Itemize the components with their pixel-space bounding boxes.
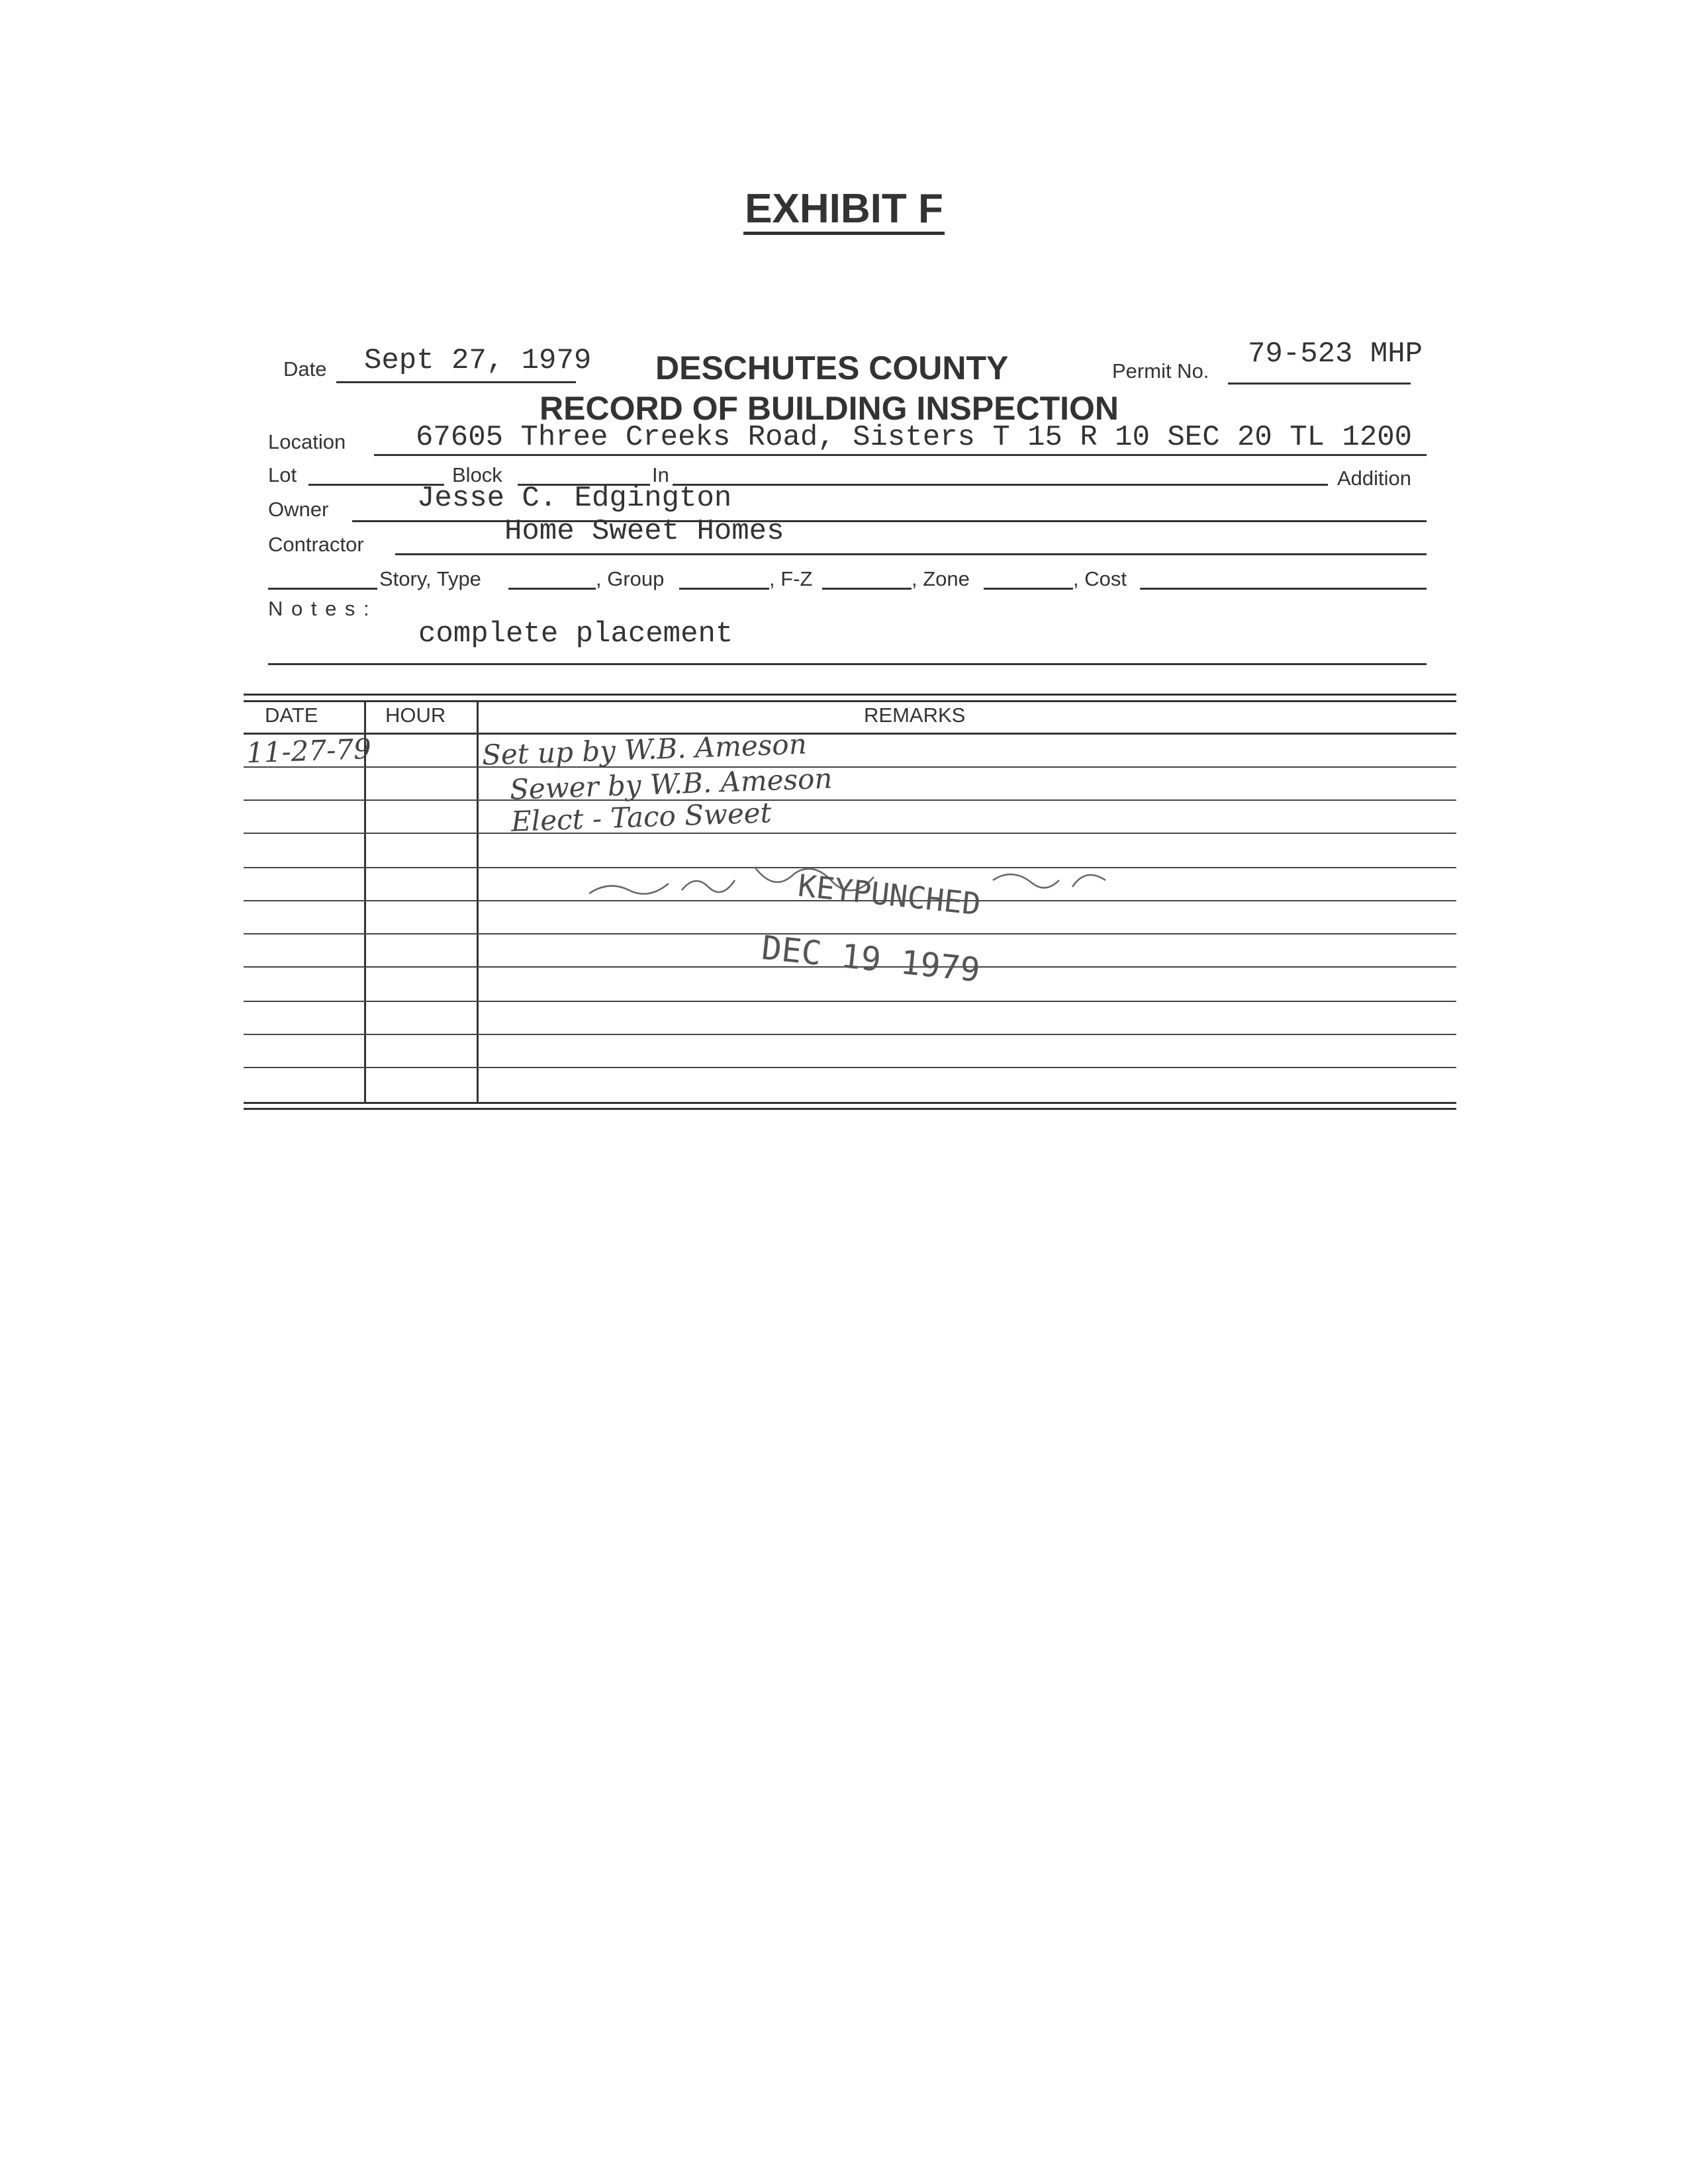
notes-label: N o t e s :	[268, 597, 371, 620]
remarks-column-header: REMARKS	[864, 704, 966, 727]
location-underline	[374, 454, 1427, 456]
fz-label: , F-Z	[769, 567, 813, 590]
permit-underline	[1228, 383, 1411, 385]
table-row	[244, 766, 1456, 768]
addition-label: Addition	[1337, 467, 1412, 490]
group-underline	[679, 588, 769, 590]
notes-value: complete placement	[418, 617, 733, 651]
date-label: Date	[283, 357, 327, 381]
zone-label: , Zone	[912, 567, 970, 590]
inspection-date-value: Sept 27, 1979	[364, 344, 592, 377]
location-label: Location	[268, 430, 346, 453]
fz-underline	[822, 588, 912, 590]
story-underline	[268, 588, 377, 590]
owner-label: Owner	[268, 498, 329, 521]
zone-underline	[984, 588, 1073, 590]
form-title: RECORD OF BUILDING INSPECTION	[539, 390, 1119, 427]
in-label: In	[652, 463, 669, 486]
county-name: DESCHUTES COUNTY	[655, 349, 1009, 387]
permit-label: Permit No.	[1112, 359, 1209, 383]
table-row	[244, 1067, 1456, 1068]
table-bottom-rule	[244, 1102, 1456, 1104]
entry-date-handwritten: 11-27-79	[246, 732, 372, 770]
table-row	[244, 933, 1456, 934]
exhibit-heading: EXHIBIT F	[0, 185, 1688, 232]
table-top-rule-inner	[244, 700, 1456, 702]
lot-label: Lot	[268, 463, 297, 486]
cost-label: , Cost	[1073, 567, 1127, 590]
table-row	[244, 1001, 1456, 1002]
table-bottom-rule-inner	[244, 1108, 1456, 1110]
remark-handwritten-line-3: Elect - Taco Sweet	[510, 796, 773, 838]
table-row	[244, 799, 1456, 801]
block-label: Block	[452, 463, 502, 486]
remark-handwritten-line-1: Set up by W.B. Ameson	[481, 727, 808, 772]
contractor-underline	[395, 553, 1427, 555]
table-row	[244, 833, 1456, 834]
notes-underline	[268, 663, 1427, 665]
date-underline	[336, 381, 576, 383]
keypunched-stamp: KEYPUNCHED	[796, 867, 983, 923]
remark-handwritten-line-2: Sewer by W.B. Ameson	[509, 762, 833, 806]
hour-column-header: HOUR	[385, 704, 446, 727]
contractor-value: Home Sweet Homes	[504, 515, 784, 548]
received-date-stamp: DEC 19 1979	[759, 928, 982, 990]
owner-value: Jesse C. Edgington	[417, 482, 732, 515]
in-underline	[673, 484, 1328, 486]
cost-underline	[1140, 588, 1427, 590]
location-value: 67605 Three Creeks Road, Sisters T 15 R 10 SEC 20 TL 1200	[416, 421, 1413, 454]
table-top-rule	[244, 694, 1456, 696]
group-label: , Group	[596, 567, 665, 590]
table-header-rule	[244, 733, 1456, 735]
story-type-label: Story, Type	[379, 567, 481, 590]
table-row	[244, 1034, 1456, 1035]
permit-number-value: 79-523 MHP	[1248, 338, 1423, 371]
date-column-header: DATE	[265, 704, 318, 727]
type-underline	[508, 588, 596, 590]
contractor-label: Contractor	[268, 533, 364, 556]
